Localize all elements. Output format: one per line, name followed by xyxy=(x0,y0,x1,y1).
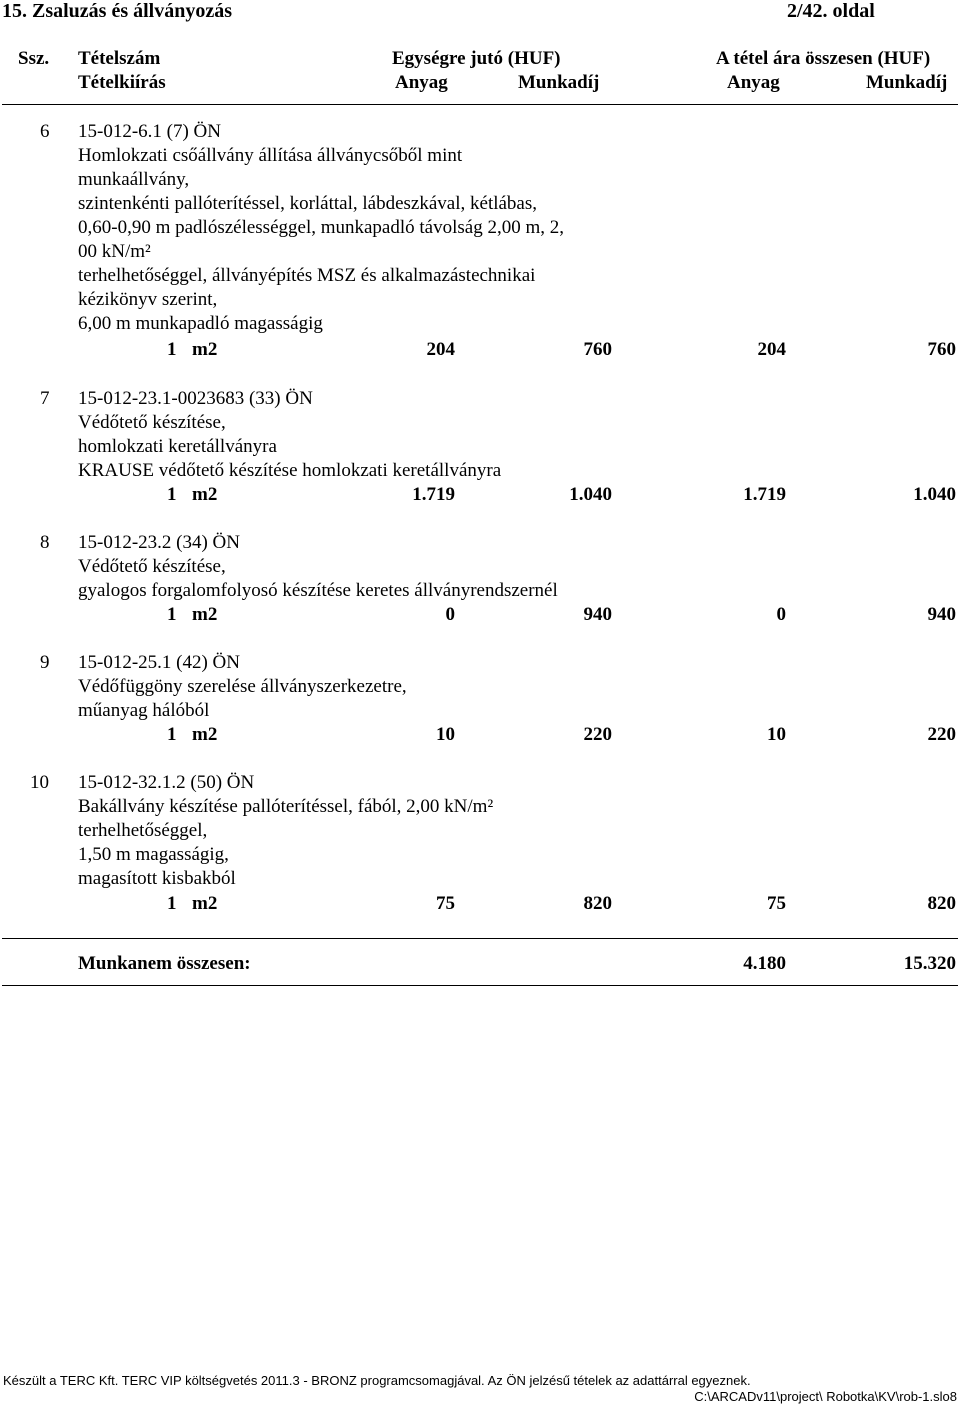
item-description-line: Védőfüggöny szerelése állványszerkezetre, xyxy=(78,676,407,697)
item-unit-munkadij: 220 xyxy=(583,724,612,745)
item-description-line: kézikönyv szerint, xyxy=(78,289,218,310)
item-unit-anyag: 75 xyxy=(436,893,455,914)
summary-total-munkadij: 15.320 xyxy=(903,953,956,974)
item-unit-anyag: 1.719 xyxy=(412,484,455,505)
item-description-line: műanyag hálóból xyxy=(78,700,210,721)
item-unit-munkadij: 820 xyxy=(583,893,612,914)
header-tetelkiiras: Tételkiírás xyxy=(78,72,166,93)
item-description-line: gyalogos forgalomfolyosó készítése keretes állványrendszernél xyxy=(78,580,558,601)
section-title: 15. Zsaluzás és állványozás xyxy=(2,0,233,22)
item-description-line: KRAUSE védőtető készítése homlokzati keretállványra xyxy=(78,460,502,481)
item-unit-anyag: 10 xyxy=(436,724,455,745)
item-qty: 1 xyxy=(167,604,177,625)
item-description-line: 6,00 m munkapadló magasságig xyxy=(78,313,323,334)
footer-file-path: C:\ARCADv11\project\ Robotka\KV\rob-1.slo8 xyxy=(694,1389,957,1404)
item-qty: 1 xyxy=(167,339,177,360)
item-description-line: munkaállvány, xyxy=(78,169,190,190)
item-total-anyag: 0 xyxy=(776,604,786,625)
item-unit: m2 xyxy=(192,484,218,505)
item-ssz: 6 xyxy=(40,121,50,142)
item-unit-anyag: 204 xyxy=(426,339,455,360)
item-unit: m2 xyxy=(192,893,218,914)
item-total-munkadij: 1.040 xyxy=(913,484,956,505)
header-unit-price-group: Egységre jutó (HUF) xyxy=(392,48,561,69)
summary-bottom-rule xyxy=(2,985,958,986)
item-total-anyag: 10 xyxy=(767,724,786,745)
item-description-line: homlokzati keretállványra xyxy=(78,436,277,457)
item-description-line: terhelhetőséggel, xyxy=(78,820,208,841)
item-code: 15-012-23.2 (34) ÖN xyxy=(78,532,241,553)
summary-label: Munkanem összesen: xyxy=(78,953,251,974)
item-unit: m2 xyxy=(192,604,218,625)
header-unit-anyag: Anyag xyxy=(395,72,448,93)
item-description-line: 00 kN/m² xyxy=(78,241,151,262)
item-unit-anyag: 0 xyxy=(445,604,455,625)
header-unit-munkadij: Munkadíj xyxy=(518,72,600,93)
item-ssz: 10 xyxy=(30,772,49,793)
item-unit-munkadij: 1.040 xyxy=(569,484,612,505)
item-code: 15-012-25.1 (42) ÖN xyxy=(78,652,241,673)
item-description-line: Védőtető készítése, xyxy=(78,412,226,433)
item-unit-munkadij: 760 xyxy=(583,339,612,360)
item-qty: 1 xyxy=(167,484,177,505)
item-total-anyag: 1.719 xyxy=(743,484,786,505)
footer-generator-note: Készült a TERC Kft. TERC VIP költségvetés 2011.3 - BRONZ programcsomagjával. Az ÖN jelzésű tételek az adattárral egyeznek. xyxy=(3,1373,751,1388)
header-rule xyxy=(2,104,958,105)
item-description-line: magasított kisbakból xyxy=(78,868,236,889)
item-description-line: 1,50 m magasságig, xyxy=(78,844,229,865)
item-unit: m2 xyxy=(192,339,218,360)
item-ssz: 9 xyxy=(40,652,50,673)
item-description-line: Bakállvány készítése pallóterítéssel, fából, 2,00 kN/m² xyxy=(78,796,494,817)
item-code: 15-012-6.1 (7) ÖN xyxy=(78,121,222,142)
item-total-munkadij: 220 xyxy=(927,724,956,745)
item-ssz: 7 xyxy=(40,388,50,409)
item-description-line: 0,60-0,90 m padlószélességgel, munkapadló távolság 2,00 m, 2, xyxy=(78,217,564,238)
item-description-line: terhelhetőséggel, állványépítés MSZ és alkalmazástechnikai xyxy=(78,265,536,286)
item-total-munkadij: 940 xyxy=(927,604,956,625)
item-unit: m2 xyxy=(192,724,218,745)
summary-top-rule xyxy=(2,938,958,939)
header-total-anyag: Anyag xyxy=(727,72,780,93)
summary-total-anyag: 4.180 xyxy=(743,953,786,974)
item-ssz: 8 xyxy=(40,532,50,553)
item-description-line: Védőtető készítése, xyxy=(78,556,226,577)
item-qty: 1 xyxy=(167,724,177,745)
item-description-line: Homlokzati csőállvány állítása állványcsőből mint xyxy=(78,145,463,166)
header-total-price-group: A tétel ára összesen (HUF) xyxy=(716,48,931,69)
item-total-munkadij: 820 xyxy=(927,893,956,914)
item-total-anyag: 204 xyxy=(757,339,786,360)
item-qty: 1 xyxy=(167,893,177,914)
header-total-munkadij: Munkadíj xyxy=(866,72,948,93)
item-total-anyag: 75 xyxy=(767,893,786,914)
header-ssz: Ssz. xyxy=(18,48,50,69)
item-total-munkadij: 760 xyxy=(927,339,956,360)
item-code: 15-012-23.1-0023683 (33) ÖN xyxy=(78,388,313,409)
item-code: 15-012-32.1.2 (50) ÖN xyxy=(78,772,255,793)
item-description-line: szintenkénti pallóterítéssel, korláttal, lábdeszkával, kétlábas, xyxy=(78,193,538,214)
item-unit-munkadij: 940 xyxy=(583,604,612,625)
header-tetelszam: Tételszám xyxy=(78,48,161,69)
page-number: 2/42. oldal xyxy=(787,0,875,22)
